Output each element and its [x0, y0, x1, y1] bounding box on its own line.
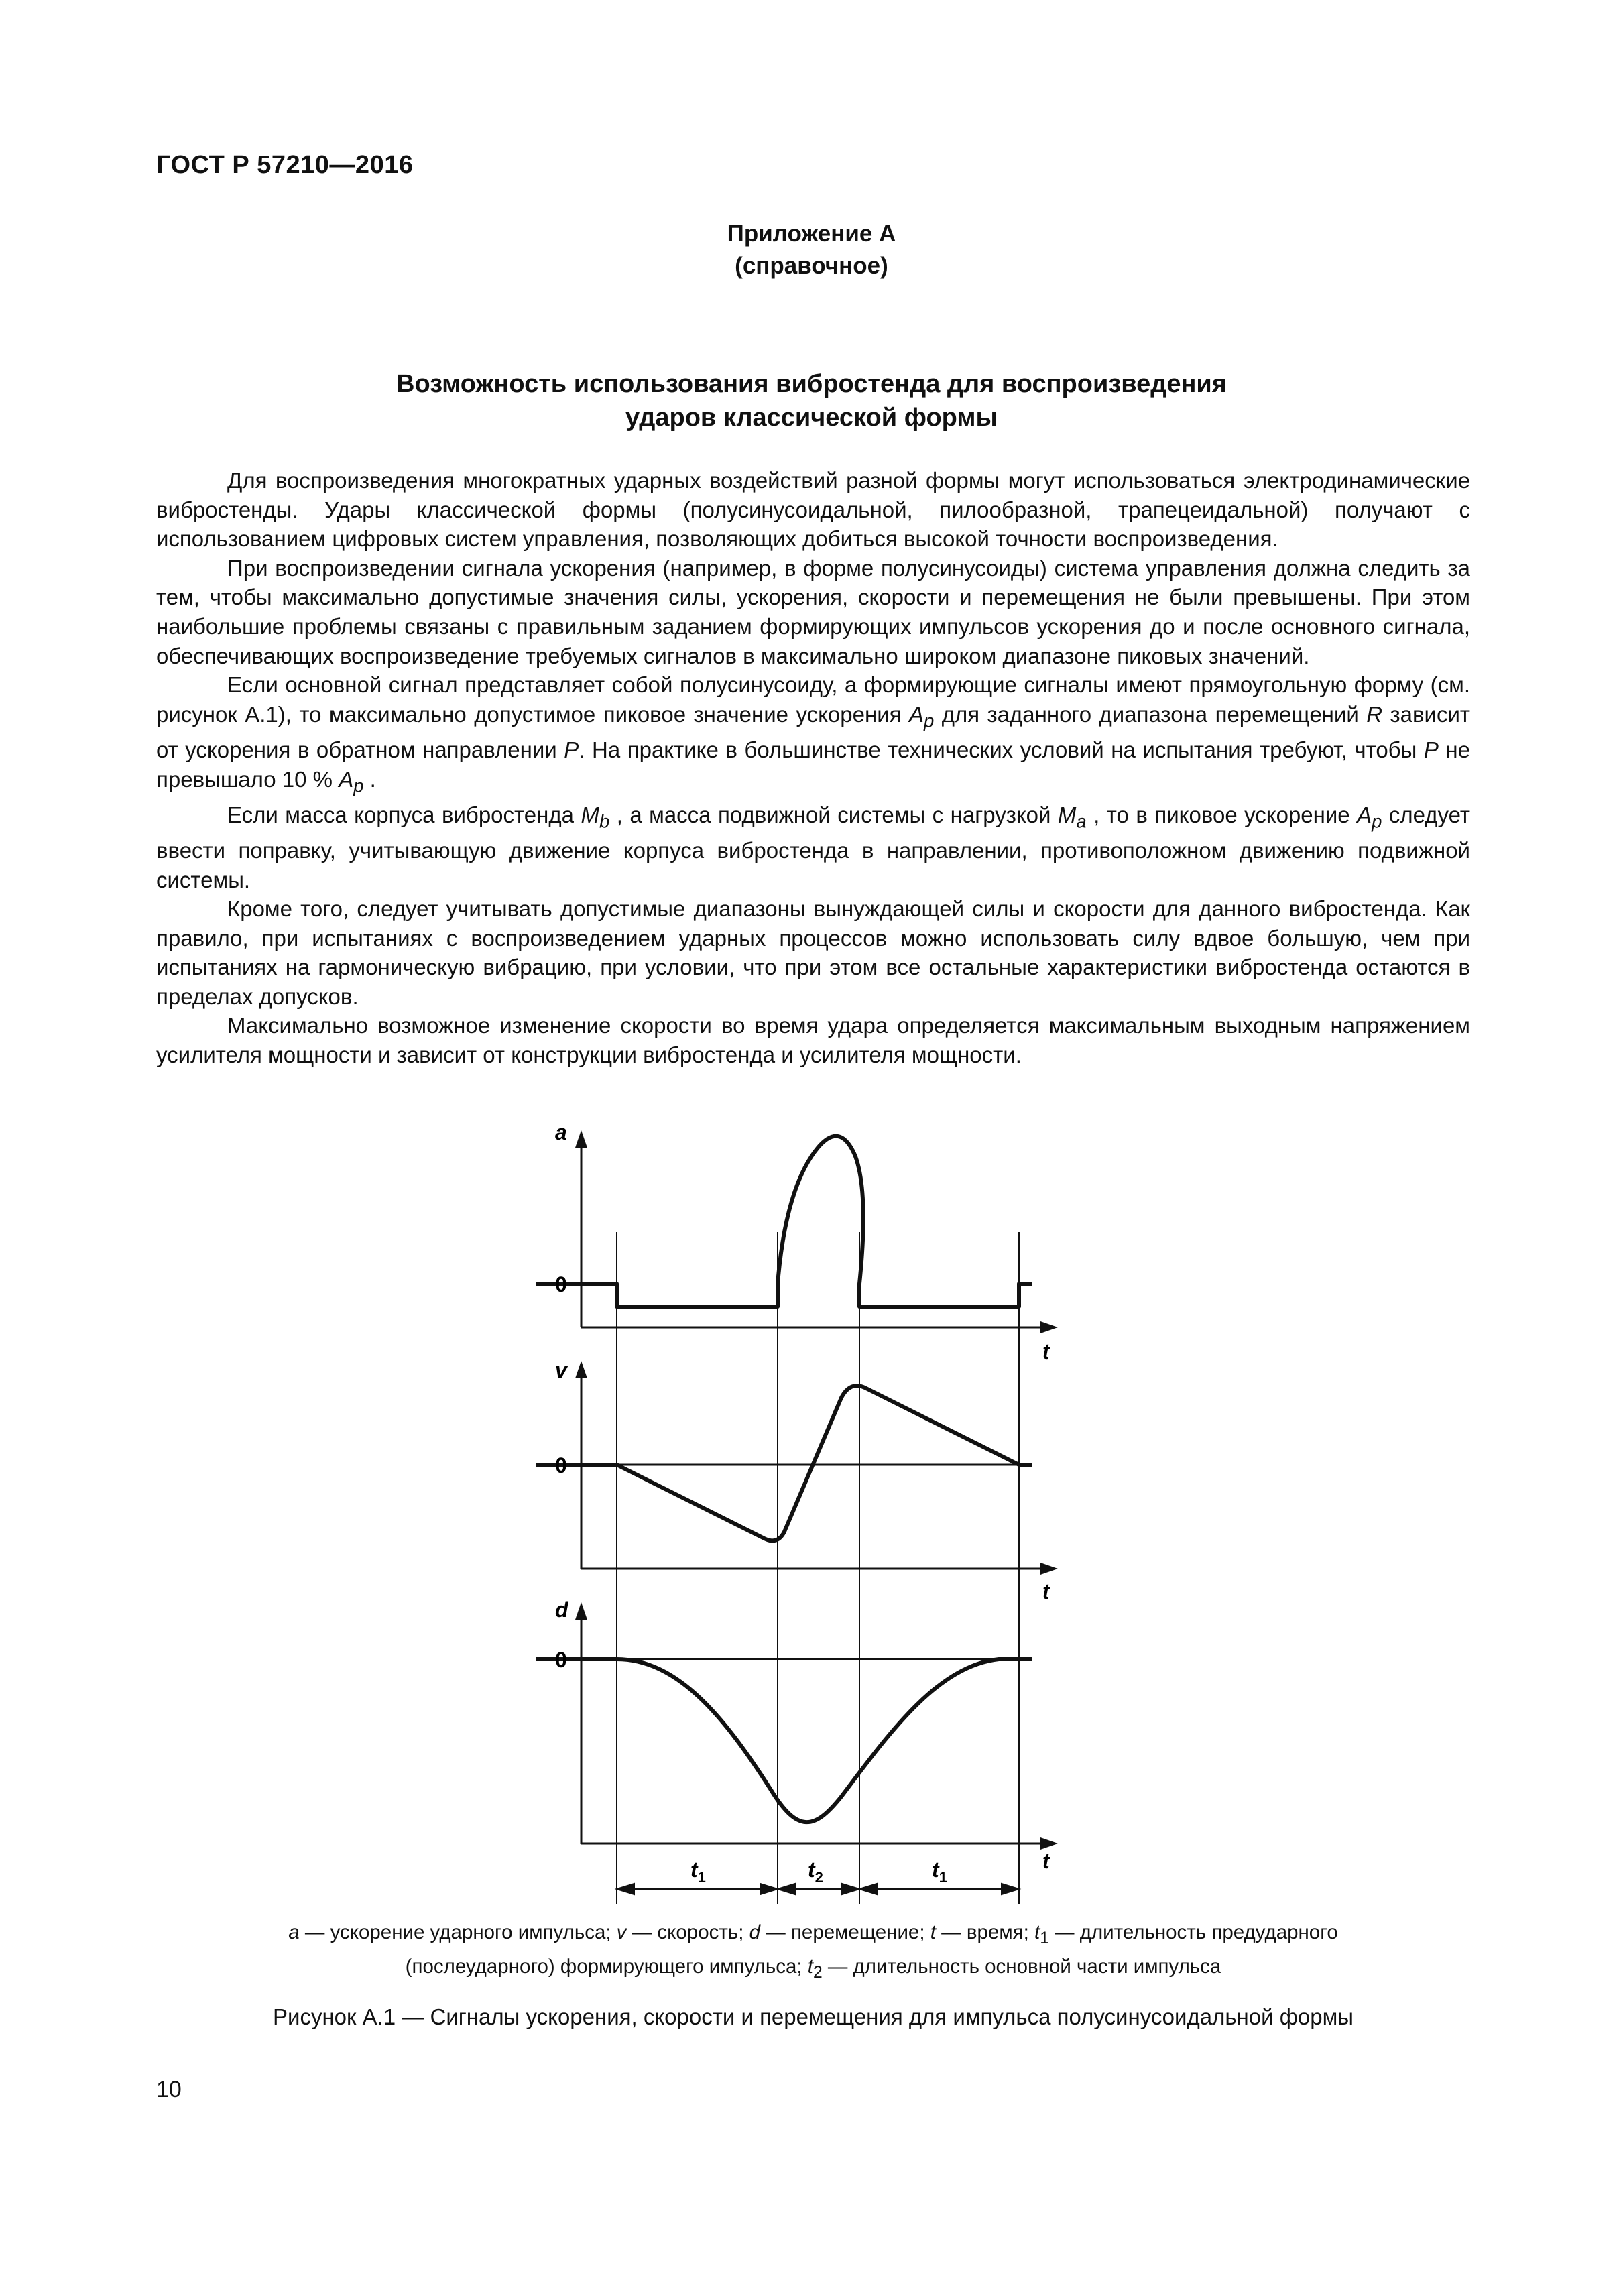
symbol-p-2: P: [1423, 737, 1439, 762]
p4-text-a: Если масса корпуса вибростенда: [227, 802, 581, 827]
appendix-label: Приложение А: [727, 221, 896, 247]
axis-t-label-d: t: [1042, 1849, 1050, 1873]
symbol-ap-3: $A_p$: [1357, 802, 1382, 832]
legend-line-2: (послеударного) формирующего импульса; $t_2$ — длительность основной части импульса: [405, 1955, 1221, 1982]
p4-text-b: , а масса подвижной системы с нагрузкой: [616, 802, 1058, 827]
paragraph-4: [156, 800, 1470, 894]
zero-label-a: 0: [555, 1272, 567, 1296]
symbol-r: R: [1366, 701, 1383, 727]
acceleration-panel: [536, 1120, 1058, 1364]
body-text: [156, 466, 1470, 1070]
symbol-ap: $A_p$: [908, 701, 935, 731]
symbol-mb: $M_b$: [581, 802, 610, 832]
symbol-ma: $M_a$: [1057, 802, 1087, 832]
velocity-panel: [536, 1358, 1058, 1604]
zero-label-d: 0: [555, 1648, 567, 1672]
p3-text-e: не превышало 10 %: [156, 737, 1470, 792]
d-axis-arrow: [575, 1602, 587, 1620]
p3-text-b: для заданного диапазона перемещений: [934, 701, 1367, 727]
t-axis-v-arrow: [1040, 1563, 1058, 1575]
page-number: 10: [156, 2077, 182, 2102]
figure-caption: Рисунок А.1 — Сигналы ускорения, скорости и перемещения для импульса полусинусоидальной формы: [273, 2004, 1354, 2029]
dim-t2: $t_2$: [808, 1858, 823, 1886]
paragraph-6: Максимально возможное изменение скорости во время удара определяется максимальным выходным напряжением усилителя мощности и зависит от конструкции вибростенда и усилителя мощности.: [156, 1013, 1470, 1068]
axis-v-label: v: [555, 1358, 567, 1382]
section-title-line-2: ударов классической формы: [625, 404, 998, 432]
paragraph-2: При воспроизведении сигнала ускорения (например, в форме полусинусоиды) система управления должна следить за тем, чтобы максимально допустимые значения силы, ускорения, скорости и перемещения не были превышены. При этом наибольшие проблемы связаны с правильным заданием формирующих импульсов ускорения до и после основного сигнала, обеспечивающих воспроизведение требуемых сигналов в максимально широком диапазоне пиковых значений.: [156, 555, 1470, 668]
t-axis-d-arrow: [1040, 1837, 1058, 1850]
dim-t1-left: $t_1$: [690, 1858, 706, 1886]
acceleration-curve: [536, 1136, 1032, 1307]
displacement-curve: [536, 1659, 1032, 1822]
a-axis-arrow: [575, 1130, 587, 1148]
p3-text-a: Если основной сигнал представляет собой полусинусоиду, а формирующие сигналы имеют прямоугольную форму (см. рисунок А.1), то максимально допустимое пиковое значение ускорения: [156, 672, 1470, 727]
axis-a-label: a: [555, 1120, 567, 1144]
paragraph-1: Для воспроизведения многократных ударных воздействий разной формы могут использоваться электродинамические вибростенды. Удары классической формы (полусинусоидальной, пилообразной, трапецеидальной) получают с использованием цифровых систем управления, позволяющих добиться высокой точности воспроизведения.: [156, 468, 1470, 552]
section-title-line-1: Возможность использования вибростенда для воспроизведения: [396, 370, 1227, 398]
displacement-panel: [536, 1597, 1058, 1873]
p3-text-c: зависит от ускорения в обратном направлении: [156, 701, 1471, 762]
p4-text-c: , то в пиковое ускорение: [1093, 802, 1358, 827]
paragraph-3: Если основной сигнал представляет собой полусинусоиду, а формирующие сигналы имеют прямоугольную форму (см. рисунок А.1), то максимально допустимое пиковое значение ускорения $A_p$ для заданного диапазона перемещений R зависит от ускорения в обратном направлении P. На практике в большинстве технических условий на испытания требуют, чтобы P не превышало 10 % $A_p$ .: [156, 672, 1471, 796]
p3-text-d: . На практике в большинстве технических условий на испытания требуют, чтобы: [579, 737, 1424, 762]
figure-a1: [523, 1113, 1093, 1911]
dim-t1-right: $t_1$: [932, 1858, 947, 1886]
figure-legend: [156, 1919, 1470, 1987]
t-axis-a-arrow: [1040, 1321, 1058, 1333]
p4-text-d: следует ввести поправку, учитывающую движение корпуса вибростенда в направлении, противоположном движению подвижной системы.: [156, 802, 1471, 892]
axis-t-label-v: t: [1042, 1579, 1050, 1604]
document-header: ГОСТ Р 57210—2016: [156, 151, 414, 179]
paragraph-5: Кроме того, следует учитывать допустимые диапазоны вынуждающей силы и скорости для данного вибростенда. Как правило, при испытаниях с воспроизведением ударных процессов можно использовать силу вдвое большую, чем при испытаниях на гармоническую вибрацию, при условии, что при этом все остальные характеристики вибростенда остаются в пределах допусков.: [156, 896, 1470, 1009]
appendix-heading: [0, 218, 1623, 282]
legend-line-1: a — ускорение ударного импульса; v — скорость; d — перемещение; t — время; $t_1$ — длительность предударного: [288, 1921, 1338, 1947]
v-axis-arrow: [575, 1361, 587, 1378]
axis-t-label-a: t: [1042, 1339, 1050, 1364]
velocity-curve: [536, 1386, 1032, 1540]
symbol-ap-2: $A_p$: [339, 766, 364, 796]
zero-label-v: 0: [555, 1453, 567, 1477]
axis-d-label: d: [555, 1597, 568, 1622]
section-title: [0, 367, 1623, 434]
appendix-status: (справочное): [735, 253, 888, 279]
symbol-p: P: [564, 737, 579, 762]
